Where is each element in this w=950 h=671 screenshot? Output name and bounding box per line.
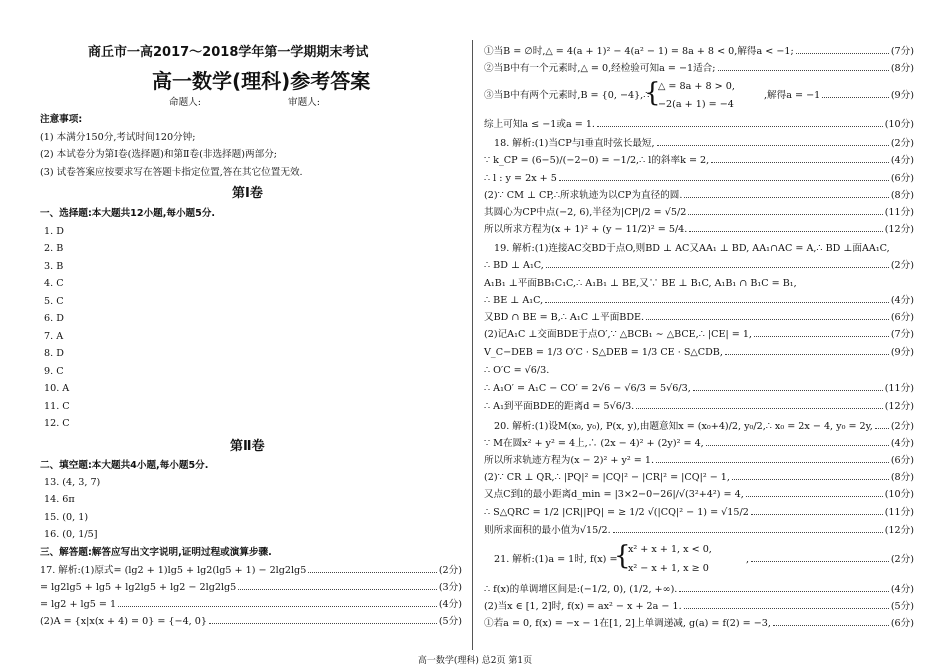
choice-answer: 5. C [44,296,64,307]
choice-answer: 9. C [44,366,64,377]
case-brace: { [614,541,631,571]
solution-line: ∴ l : y = 2x + 5 (6分) [484,173,914,184]
choice-answer: 6. D [44,313,64,324]
choice-answer: 7. A [44,331,64,342]
case-line: x² + x + 1, x < 0, [628,544,712,555]
part1-title: 第Ⅰ卷 [232,186,263,201]
solution-line: 又点C到l的最小距离d_min = |3×2−0−26|/√(3²+4²) = 4, (10分) [484,489,914,500]
solution-line: ∴ BD ⊥ A₁C, (2分) [484,260,914,271]
solution-line: = lg2lg5 + lg5 + lg2lg5 + lg2 − 2lg2lg5 (3分) [40,582,462,593]
exam-title: 商丘市一高2017～2018学年第一学期期末考试 [88,45,369,60]
answer-title: 高一数学(理科)参考答案 [152,69,371,93]
solution-line: 18. 解析:(1)当CP与l垂直时弦长最短, (2分) [494,138,914,149]
solution-line: 20. 解析:(1)设M(x₀, y₀), P(x, y),由题意知x = (x₀+4)/2, y₀/2,∴ x₀ = 2x − 4, y₀ = 2y, (2分) [494,421,914,432]
part2-title: 第Ⅱ卷 [230,439,265,454]
choice-answer: 2. B [44,243,64,254]
choice-answer: 11. C [44,401,70,412]
solution-line: (2)∵ CR ⊥ QR,∴ |PQ|² = |CQ|² − |CR|² = |CQ|² − 1, (8分) [484,472,914,483]
solution-line: (2)∵ CM ⊥ CP,∴所求轨迹为以CP为直径的圆. (8分) [484,190,914,201]
solution-line: ∵ M在圆x² + y² = 4上,∴ (2x − 4)² + (2y)² = 4, (4分) [484,438,914,449]
choice-answer: 12. C [44,418,70,429]
choice-section-title: 一、选择题:本大题共12小题,每小题5分. [40,208,216,219]
case-brace: { [644,78,661,108]
case-line: △ = 8a + 8 > 0, [658,81,735,92]
solution-line: ∴ BE ⊥ A₁C, (4分) [484,295,914,306]
solution-line: ∴ O′C = √6/3. [484,365,550,376]
solution-line: 21. 解析:(1)a = 1时, f(x) = [494,554,618,565]
solution-line: 17. 解析:(1)原式= (lg2 + 1)lg5 + lg2(lg5 + 1) − 2lg2lg5 (2分) [40,565,462,576]
note-item: (1) 本满分150分,考试时间120分钟; [40,132,196,143]
solve-section-title: 三、解答题:解答应写出文字说明,证明过程或演算步骤. [40,547,272,558]
choice-answer: 1. D [44,226,64,237]
solution-line: ②当B中有一个元素时,△ = 0,经检验可知a = −1适合; (8分) [484,63,914,74]
setter-label: 命题人: [169,97,202,108]
solution-line: ③当B中有两个元素时,B = {0, −4},∴ [484,90,650,101]
solution-line: (2)当x ∈ [1, 2]时, f(x) = ax² − x + 2a − 1. (5分) [484,601,914,612]
solution-line: (2)A = {x|x(x + 4) = 0} = {−4, 0} (5分) [40,616,462,627]
notes-title: 注意事项: [40,114,83,125]
choice-answer: 3. B [44,261,64,272]
solution-line: ∵ k_CP = (6−5)/(−2−0) = −1/2,∴ l的斜率k = 2, (4分) [484,155,914,166]
solution-line: = lg2 + lg5 = 1 (4分) [40,599,462,610]
solution-line: , (2分) [746,554,914,565]
solution-line: 19. 解析:(1)连接AC交BD于点O,则BD ⊥ AC又AA₁ ⊥ BD, AA₁∩AC = A,∴ BD ⊥面AA₁C, [494,243,890,254]
solution-line: 所以所求方程为(x + 1)² + (y − 11/2)² = 5/4. (12分) [484,224,914,235]
choice-answer: 4. C [44,278,64,289]
case-line: x² − x + 1, x ≥ 0 [628,563,709,574]
case-line: −2(a + 1) = −4 [658,99,734,110]
solution-line: 其圆心为CP中点(−2, 6),半径为|CP|/2 = √5/2 (11分) [484,207,914,218]
solution-line: ,解得a = −1 (9分) [764,90,914,101]
solution-line: ∴ f(x)的单调增区间是:(−1/2, 0), (1/2, +∞). (4分) [484,584,914,595]
note-item: (2) 本试卷分为第Ⅰ卷(选择题)和第Ⅱ卷(非选择题)两部分; [40,149,278,160]
fill-answer: 16. (0, 1/5] [44,529,98,540]
solution-line: A₁B₁ ⊥平面BB₁C₁C,∴ A₁B₁ ⊥ BE,又∵ BE ⊥ B₁C, A₁B₁ ∩ B₁C = B₁, [484,278,797,289]
solution-line: (2)记A₁C ⊥交面BDE于点O′,∵ △BCB₁ ∼ △BCE,∴ |CE| = 1, (7分) [484,329,914,340]
solution-line: 所以所求轨迹方程为(x − 2)² + y² = 1. (6分) [484,455,914,466]
fill-answer: 13. (4, 3, 7) [44,477,101,488]
choice-answer: 8. D [44,348,64,359]
column-divider [472,40,473,650]
fill-answer: 15. (0, 1) [44,512,89,523]
solution-line: ∴ S△QRC = 1/2 |CR||PQ| = ≥ 1/2 √(|CQ|² − 1) = √15/2 (11分) [484,507,914,518]
solution-line: 又BD ∩ BE = B,∴ A₁C ⊥平面BDE. (6分) [484,312,914,323]
solution-line: ①当B = ∅时,△ = 4(a + 1)² − 4(a² − 1) = 8a + 8 < 0,解得a < −1; (7分) [484,46,914,57]
solution-line: ∴ A₁到平面BDE的距离d = 5√6/3. (12分) [484,401,914,412]
fill-section-title: 二、填空题:本大题共4小题,每小题5分. [40,460,209,471]
solution-line: ∴ A₁O′ = A₁C − CO′ = 2√6 − √6/3 = 5√6/3, (11分) [484,383,914,394]
choice-answer: 10. A [44,383,70,394]
solution-line: V_C−DEB = 1/3 O′C · S△DEB = 1/3 CE · S△CDB, (9分) [484,347,914,358]
fill-answer: 14. 6π [44,494,75,505]
solution-line: 综上可知a ≤ −1或a = 1. (10分) [484,119,914,130]
solution-line: 则所求面积的最小值为√15/2. (12分) [484,525,914,536]
page-footer: 高一数学(理科) 总2页 第1页 [417,656,533,666]
reviewer-label: 审题人: [288,97,321,108]
note-item: (3) 试卷答案应按要求写在答题卡指定位置,答在其它位置无效. [40,167,303,178]
solution-line: ①若a = 0, f(x) = −x − 1在[1, 2]上单调递减, g(a) = f(2) = −3, (6分) [484,618,914,629]
